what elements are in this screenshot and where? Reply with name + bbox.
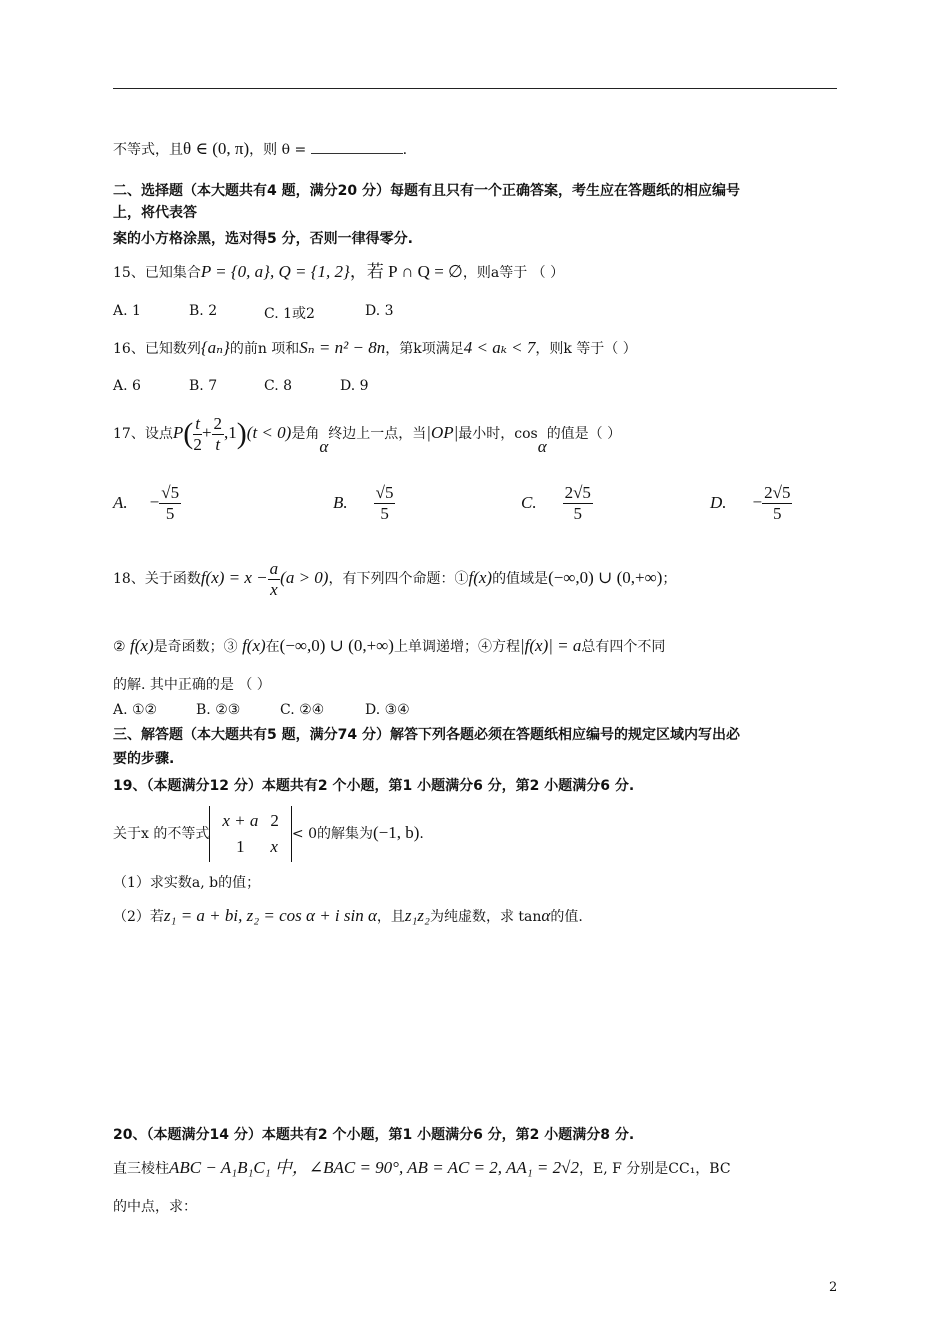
fraction: [374, 483, 396, 524]
answer-blank: [311, 139, 403, 154]
numerator: t: [195, 413, 200, 433]
math-expression: P = {0, a}, Q = {1, 2}: [200, 262, 350, 281]
question-16: [113, 338, 637, 359]
fraction: [159, 483, 181, 524]
text: 终边上一点，当: [328, 426, 427, 442]
numerator: 2√5: [764, 483, 791, 502]
option-label: A.: [113, 492, 128, 512]
math-expression: (t < 0): [246, 423, 292, 442]
text: .: [402, 142, 408, 158]
fraction: [212, 414, 225, 455]
text: 是角: [291, 426, 320, 442]
text: 的值域是: [492, 571, 549, 587]
q16-option-d: D. 9: [340, 378, 369, 394]
question-18: [113, 556, 676, 601]
math-expression: ,1: [224, 423, 237, 442]
fraction: [563, 483, 593, 524]
text: 的值是（ ）: [546, 426, 622, 442]
text: （2）若: [113, 909, 164, 925]
q16-option-c: C. 8: [264, 378, 293, 394]
math-expression: f(x): [242, 636, 266, 655]
q16-option-b: B. 7: [189, 378, 218, 394]
text: ，则k 等于（ ）: [535, 341, 637, 357]
det-cell: 2: [270, 811, 279, 830]
det-cell: x + a: [222, 811, 259, 830]
denominator: 5: [773, 504, 782, 523]
math-expression: (−∞,0) ∪ (0,+∞): [548, 568, 663, 587]
fraction: [193, 414, 202, 455]
text: 在: [265, 639, 280, 655]
text: ，且: [376, 909, 405, 925]
text: ；: [662, 571, 677, 587]
text: ，则a等于 （ ）: [462, 265, 565, 281]
header-rule: [113, 88, 837, 89]
text: 上单调递增；④方程: [393, 639, 520, 655]
option-label: B.: [333, 492, 348, 512]
alpha-symbol: α: [541, 906, 551, 925]
sign: −: [149, 492, 160, 512]
denominator: 5: [165, 504, 175, 523]
text: ，E, F 分别是CC₁，BC: [578, 1161, 731, 1177]
question-19-body: [113, 805, 424, 862]
question-20-heading: 20、（本题满分14 分）本题共有2 个小题，第1 小题满分6 分，第2 小题满分8 分.: [113, 1127, 635, 1143]
alpha-symbol: α: [537, 437, 547, 456]
q15-option-d: D. 3: [365, 303, 394, 319]
fraction: [268, 559, 281, 600]
text: 直三棱柱: [113, 1161, 169, 1177]
text: < 0的解集为: [291, 826, 373, 842]
text: 关于x 的不等式: [113, 826, 210, 842]
math-expression: f(x) = x −: [200, 568, 268, 587]
question-18-line3: 的解. 其中正确的是 （ ）: [113, 677, 271, 693]
math-expression: θ ∈ (0, π): [183, 139, 250, 158]
numerator: 2√5: [564, 483, 591, 502]
text: ，则 θ =: [249, 142, 307, 158]
determinant: [209, 806, 292, 862]
question-19-sub2: [113, 906, 583, 927]
text: 的值.: [550, 909, 583, 925]
text: 最小时，cos: [458, 426, 538, 442]
math-expression: ，若 P ∩ Q = ∅: [349, 262, 463, 281]
section-3-heading: 三、解答题（本大题共有5 题，满分74 分）解答下列各题必须在答题纸相应编号的规定区域内写出必: [113, 727, 740, 743]
denominator: x: [270, 579, 278, 599]
q15-option-c: C. 1或2: [264, 306, 315, 322]
section-2-heading-cont2: 案的小方格涂黑，选对得5 分，否则一律得零分.: [113, 231, 413, 247]
q17-option-a: [113, 483, 181, 524]
det-cell: 1: [236, 837, 245, 856]
denominator: 5: [380, 504, 389, 523]
math-expression: (a > 0): [280, 568, 329, 587]
section-2-heading-cont: 上，将代表答: [113, 205, 197, 221]
text: .: [419, 826, 424, 842]
math-expression: {aₙ}: [200, 338, 230, 357]
question-number: 16、已知数列: [113, 341, 201, 357]
math-expression: z₁z₂: [404, 906, 430, 925]
paren-right: ): [236, 417, 247, 450]
math-expression: (−∞,0) ∪ (0,+∞): [279, 636, 394, 655]
section-3-heading-cont: 要的步骤.: [113, 751, 175, 767]
denominator: t: [215, 434, 221, 454]
math-expression: f(x): [130, 636, 154, 655]
q17-option-d: [710, 483, 792, 524]
section-2-heading: 二、选择题（本大题共有4 题，满分20 分）每题有且只有一个正确答案，考生应在答题纸的相应编号: [113, 183, 740, 199]
text: 不等式，且: [113, 142, 183, 158]
plus-sign: +: [201, 423, 212, 442]
fraction: [762, 483, 792, 524]
text: ，第k项满足: [385, 341, 464, 357]
denominator: 2: [193, 434, 202, 454]
question-number: 17、设点: [113, 426, 173, 442]
question-20-body: [113, 1158, 731, 1179]
question-20-line2: 的中点，求：: [113, 1199, 197, 1215]
q17-option-b: [333, 483, 395, 524]
sign: −: [752, 492, 763, 512]
numerator: √5: [161, 483, 180, 502]
math-expression: Sₙ = n² − 8n: [299, 338, 386, 357]
math-expression: f(x): [468, 568, 493, 587]
text: ②: [113, 639, 126, 655]
q18-option-d: D. ③④: [365, 702, 410, 718]
math-symbol: P: [172, 423, 184, 442]
q16-option-a: A. 6: [113, 378, 141, 394]
option-label: D.: [710, 492, 727, 512]
question-19-heading: 19、（本题满分12 分）本题共有2 个小题，第1 小题满分6 分，第2 小题满分6 分.: [113, 778, 635, 794]
math-expression: |f(x)| = a: [519, 636, 582, 655]
fill-in-line: [113, 139, 407, 160]
alpha-symbol: α: [319, 437, 329, 456]
math-expression: z₁ = a + bi, z₂ = cos α + i sin α: [163, 906, 377, 925]
q18-option-b: B. ②③: [196, 702, 241, 718]
math-expression: 4 < aₖ < 7: [463, 338, 536, 357]
q17-option-c: [521, 483, 593, 524]
page-number: 2: [829, 1280, 838, 1295]
question-number: 15、已知集合: [113, 265, 201, 281]
question-number: 18、关于函数: [113, 571, 201, 587]
question-17: [113, 410, 621, 457]
text: 为纯虚数，求 tan: [429, 909, 542, 925]
question-15: [113, 262, 564, 283]
numerator: a: [269, 558, 279, 578]
text: 总有四个不同: [581, 639, 666, 655]
q18-option-a: A. ①②: [113, 702, 158, 718]
text: ，有下列四个命题：①: [328, 571, 469, 587]
paren-left: (: [183, 417, 194, 450]
math-expression: ABC − A₁B₁C₁ 中，∠BAC = 90°, AB = AC = 2, AA₁ = 2√2: [169, 1158, 579, 1177]
q15-option-a: A. 1: [113, 303, 141, 319]
text: 是奇函数；③: [153, 639, 238, 655]
q15-option-b: B. 2: [189, 303, 218, 319]
question-19-sub1: （1）求实数a, b的值；: [113, 875, 261, 891]
numerator: 2: [213, 413, 223, 433]
q18-option-c: C. ②④: [280, 702, 325, 718]
question-18-line2: [113, 636, 665, 657]
numerator: √5: [375, 483, 394, 502]
denominator: 5: [573, 504, 583, 523]
option-label: C.: [521, 492, 537, 512]
math-expression: (−1, b): [372, 823, 420, 842]
det-cell: x: [270, 837, 278, 856]
vector-op: |OP|: [426, 423, 459, 442]
text: 的前n 项和: [229, 341, 300, 357]
